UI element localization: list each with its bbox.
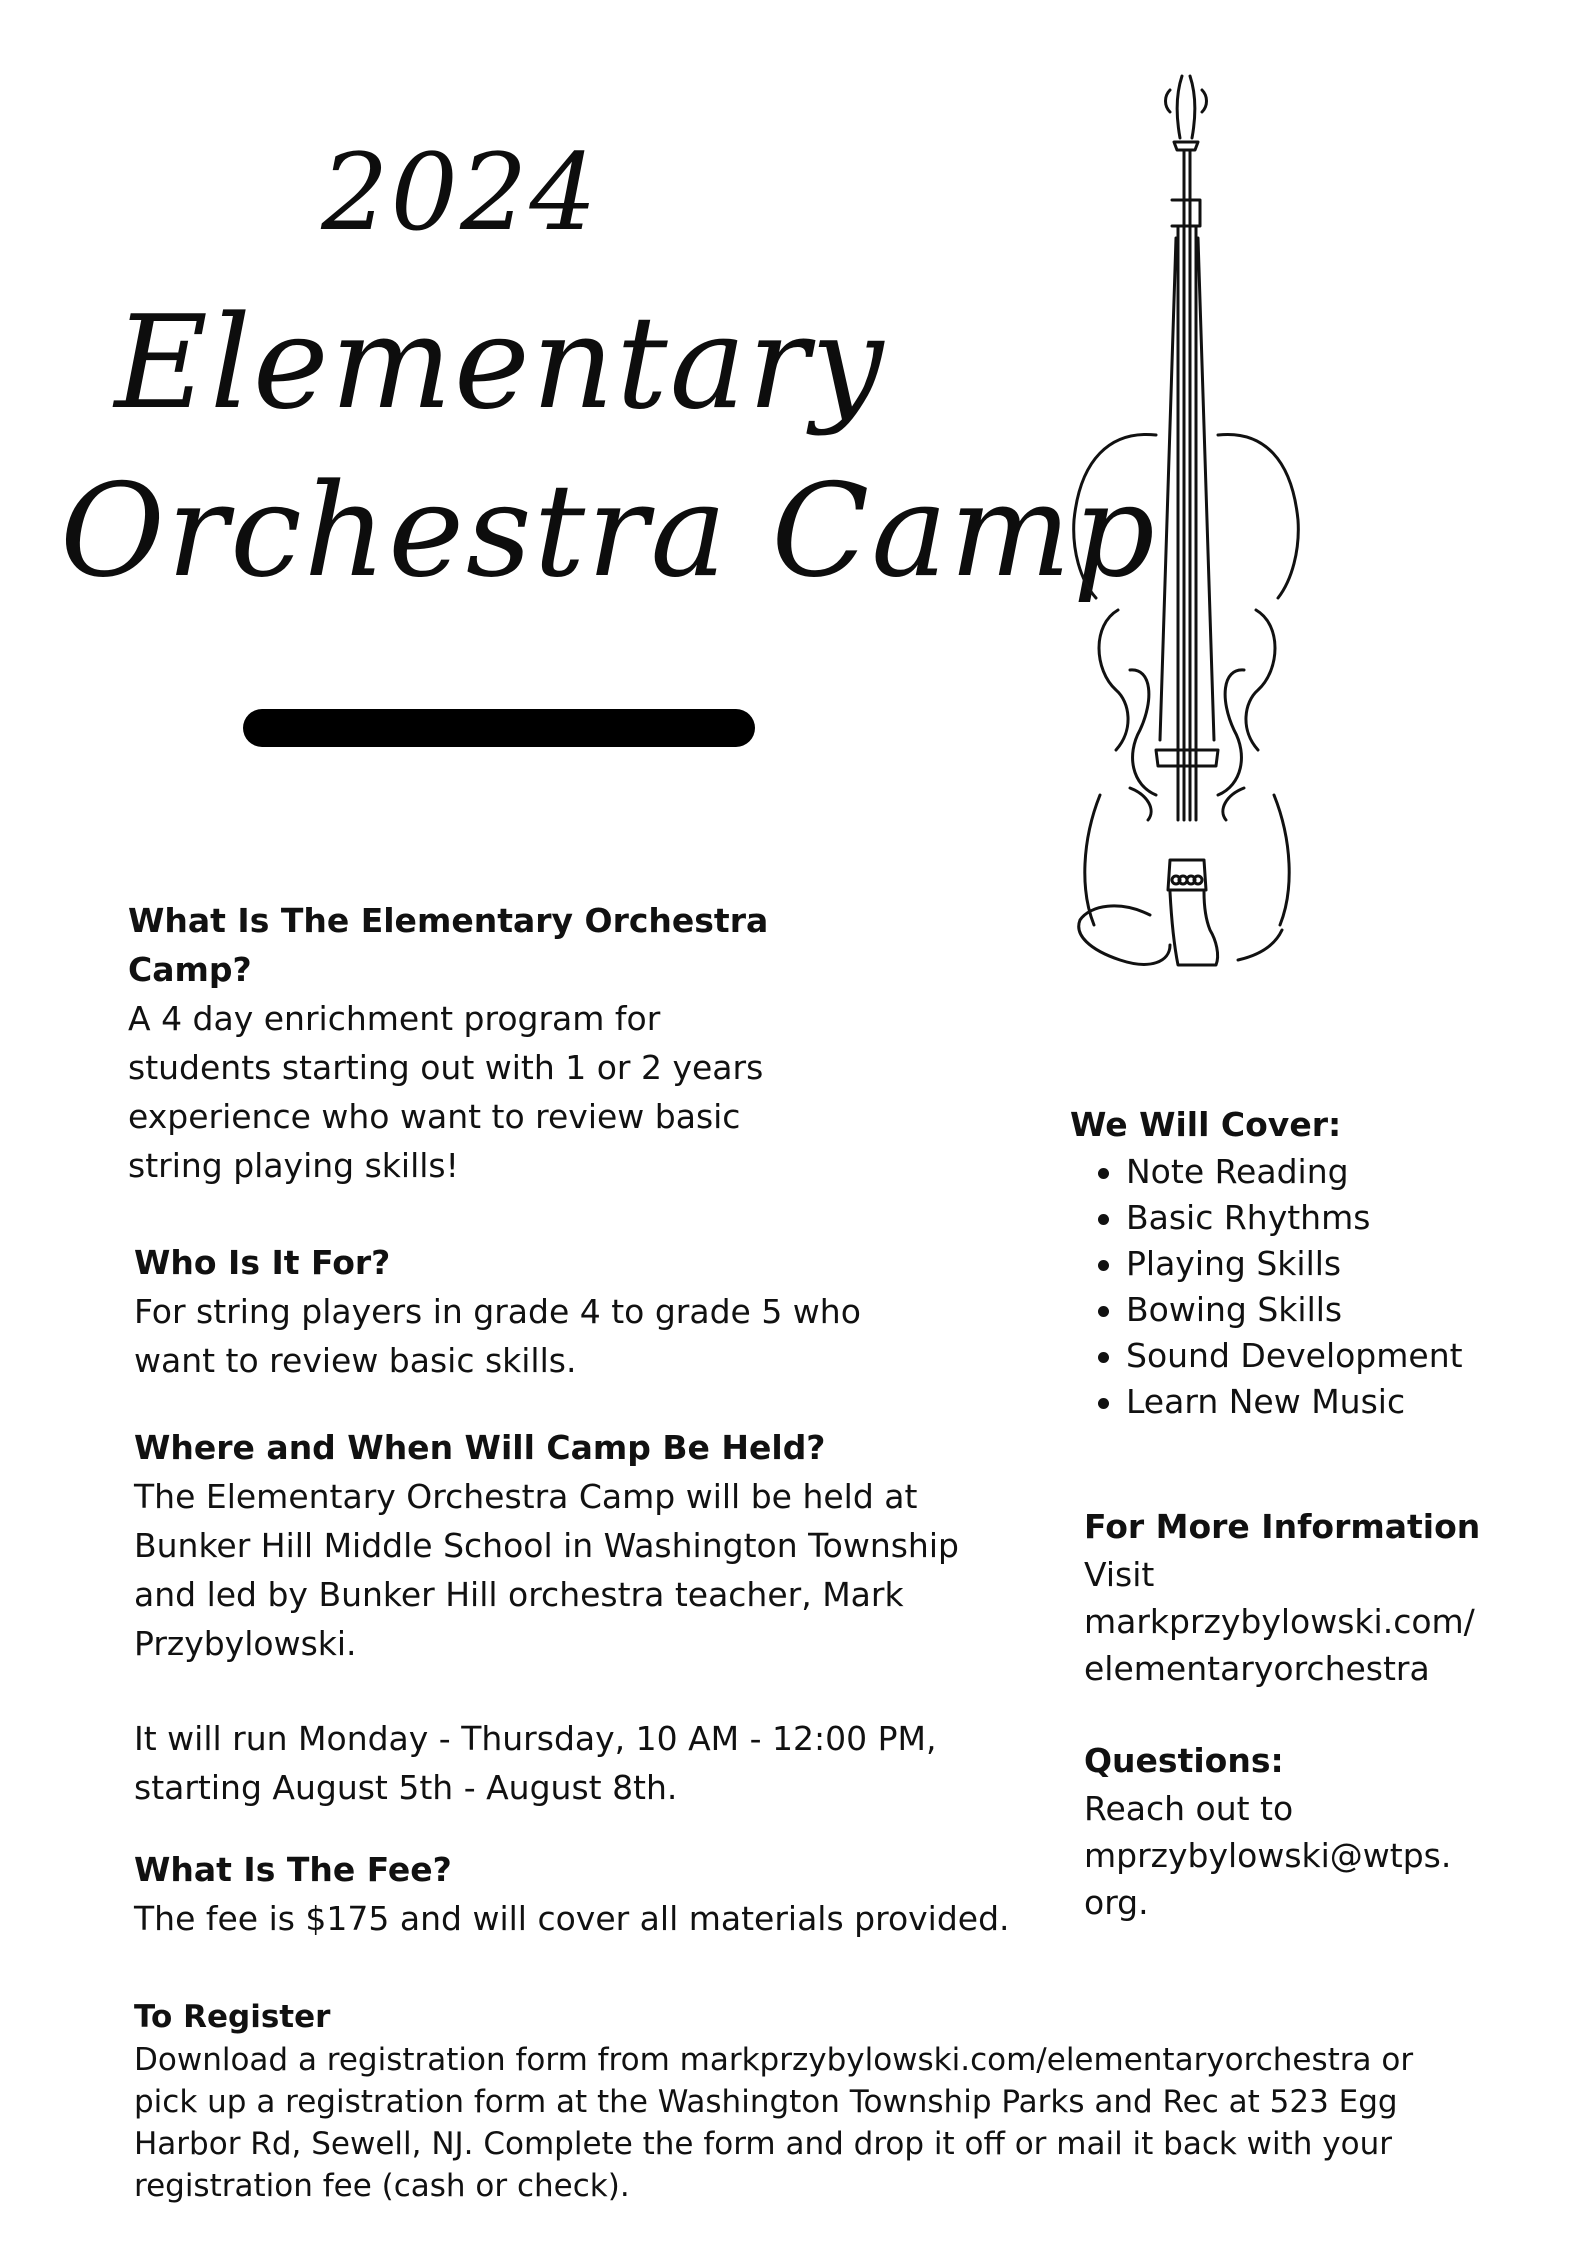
- list-item: Sound Development: [1126, 1333, 1530, 1379]
- questions-line-1: Reach out to: [1084, 1789, 1294, 1828]
- list-item: Learn New Music: [1126, 1379, 1530, 1425]
- info-line-3: elementaryorchestra: [1084, 1649, 1430, 1688]
- list-item: Bowing Skills: [1126, 1287, 1530, 1333]
- where-section: [134, 1423, 994, 1812]
- violin-icon: [1060, 50, 1310, 970]
- cover-section: [1070, 1100, 1530, 1425]
- cover-list: [1070, 1149, 1530, 1425]
- where-body-2: It will run Monday - Thursday, 10 AM - 12:00 PM, starting August 5th - August 8th.: [134, 1719, 937, 1807]
- where-heading: Where and When Will Camp Be Held?: [134, 1428, 826, 1467]
- questions-section: [1084, 1736, 1544, 1926]
- info-line-1: Visit: [1084, 1555, 1155, 1594]
- fee-heading: What Is The Fee?: [134, 1850, 452, 1889]
- questions-line-2: mprzybylowski@wtps.: [1084, 1836, 1452, 1875]
- info-section: [1084, 1502, 1544, 1692]
- title-line-2: Orchestra Camp: [60, 457, 1157, 606]
- fee-section: [134, 1845, 1034, 1943]
- register-section: [134, 1995, 1474, 2207]
- title-year: 2024: [321, 131, 599, 254]
- questions-line-3: org.: [1084, 1883, 1149, 1922]
- register-body: Download a registration form from markprzybylowski.com/elementaryorchestra or pick up a registration form at the Washington Township Parks and Rec at 523 Egg Harbor Rd, Sewell, NJ. Complete the form and drop it off or mail it back with your registration fee (cash or check).: [134, 2042, 1414, 2204]
- who-heading: Who Is It For?: [134, 1243, 391, 1282]
- info-heading: For More Information: [1084, 1507, 1481, 1546]
- questions-heading: Questions:: [1084, 1741, 1284, 1780]
- who-body: For string players in grade 4 to grade 5 who want to review basic skills.: [134, 1292, 861, 1380]
- who-section: [134, 1238, 914, 1385]
- what-body: A 4 day enrichment program for students starting out with 1 or 2 years experience who want to review basic string playing skills!: [128, 999, 764, 1185]
- info-line-2: markprzybylowski.com/: [1084, 1602, 1475, 1641]
- what-section: [128, 896, 788, 1190]
- what-heading: What Is The Elementary Orchestra Camp?: [128, 901, 769, 989]
- title-line-1: Elementary: [114, 289, 886, 438]
- list-item: Basic Rhythms: [1126, 1195, 1530, 1241]
- list-item: Playing Skills: [1126, 1241, 1530, 1287]
- where-body-1: The Elementary Orchestra Camp will be held at Bunker Hill Middle School in Washington Township and led by Bunker Hill orchestra teacher, Mark Przybylowski.: [134, 1477, 959, 1663]
- title-divider: [243, 709, 755, 747]
- register-heading: To Register: [134, 1999, 331, 2035]
- cover-heading: We Will Cover:: [1070, 1105, 1342, 1144]
- list-item: Note Reading: [1126, 1149, 1530, 1195]
- fee-body: The fee is $175 and will cover all materials provided.: [134, 1899, 1010, 1938]
